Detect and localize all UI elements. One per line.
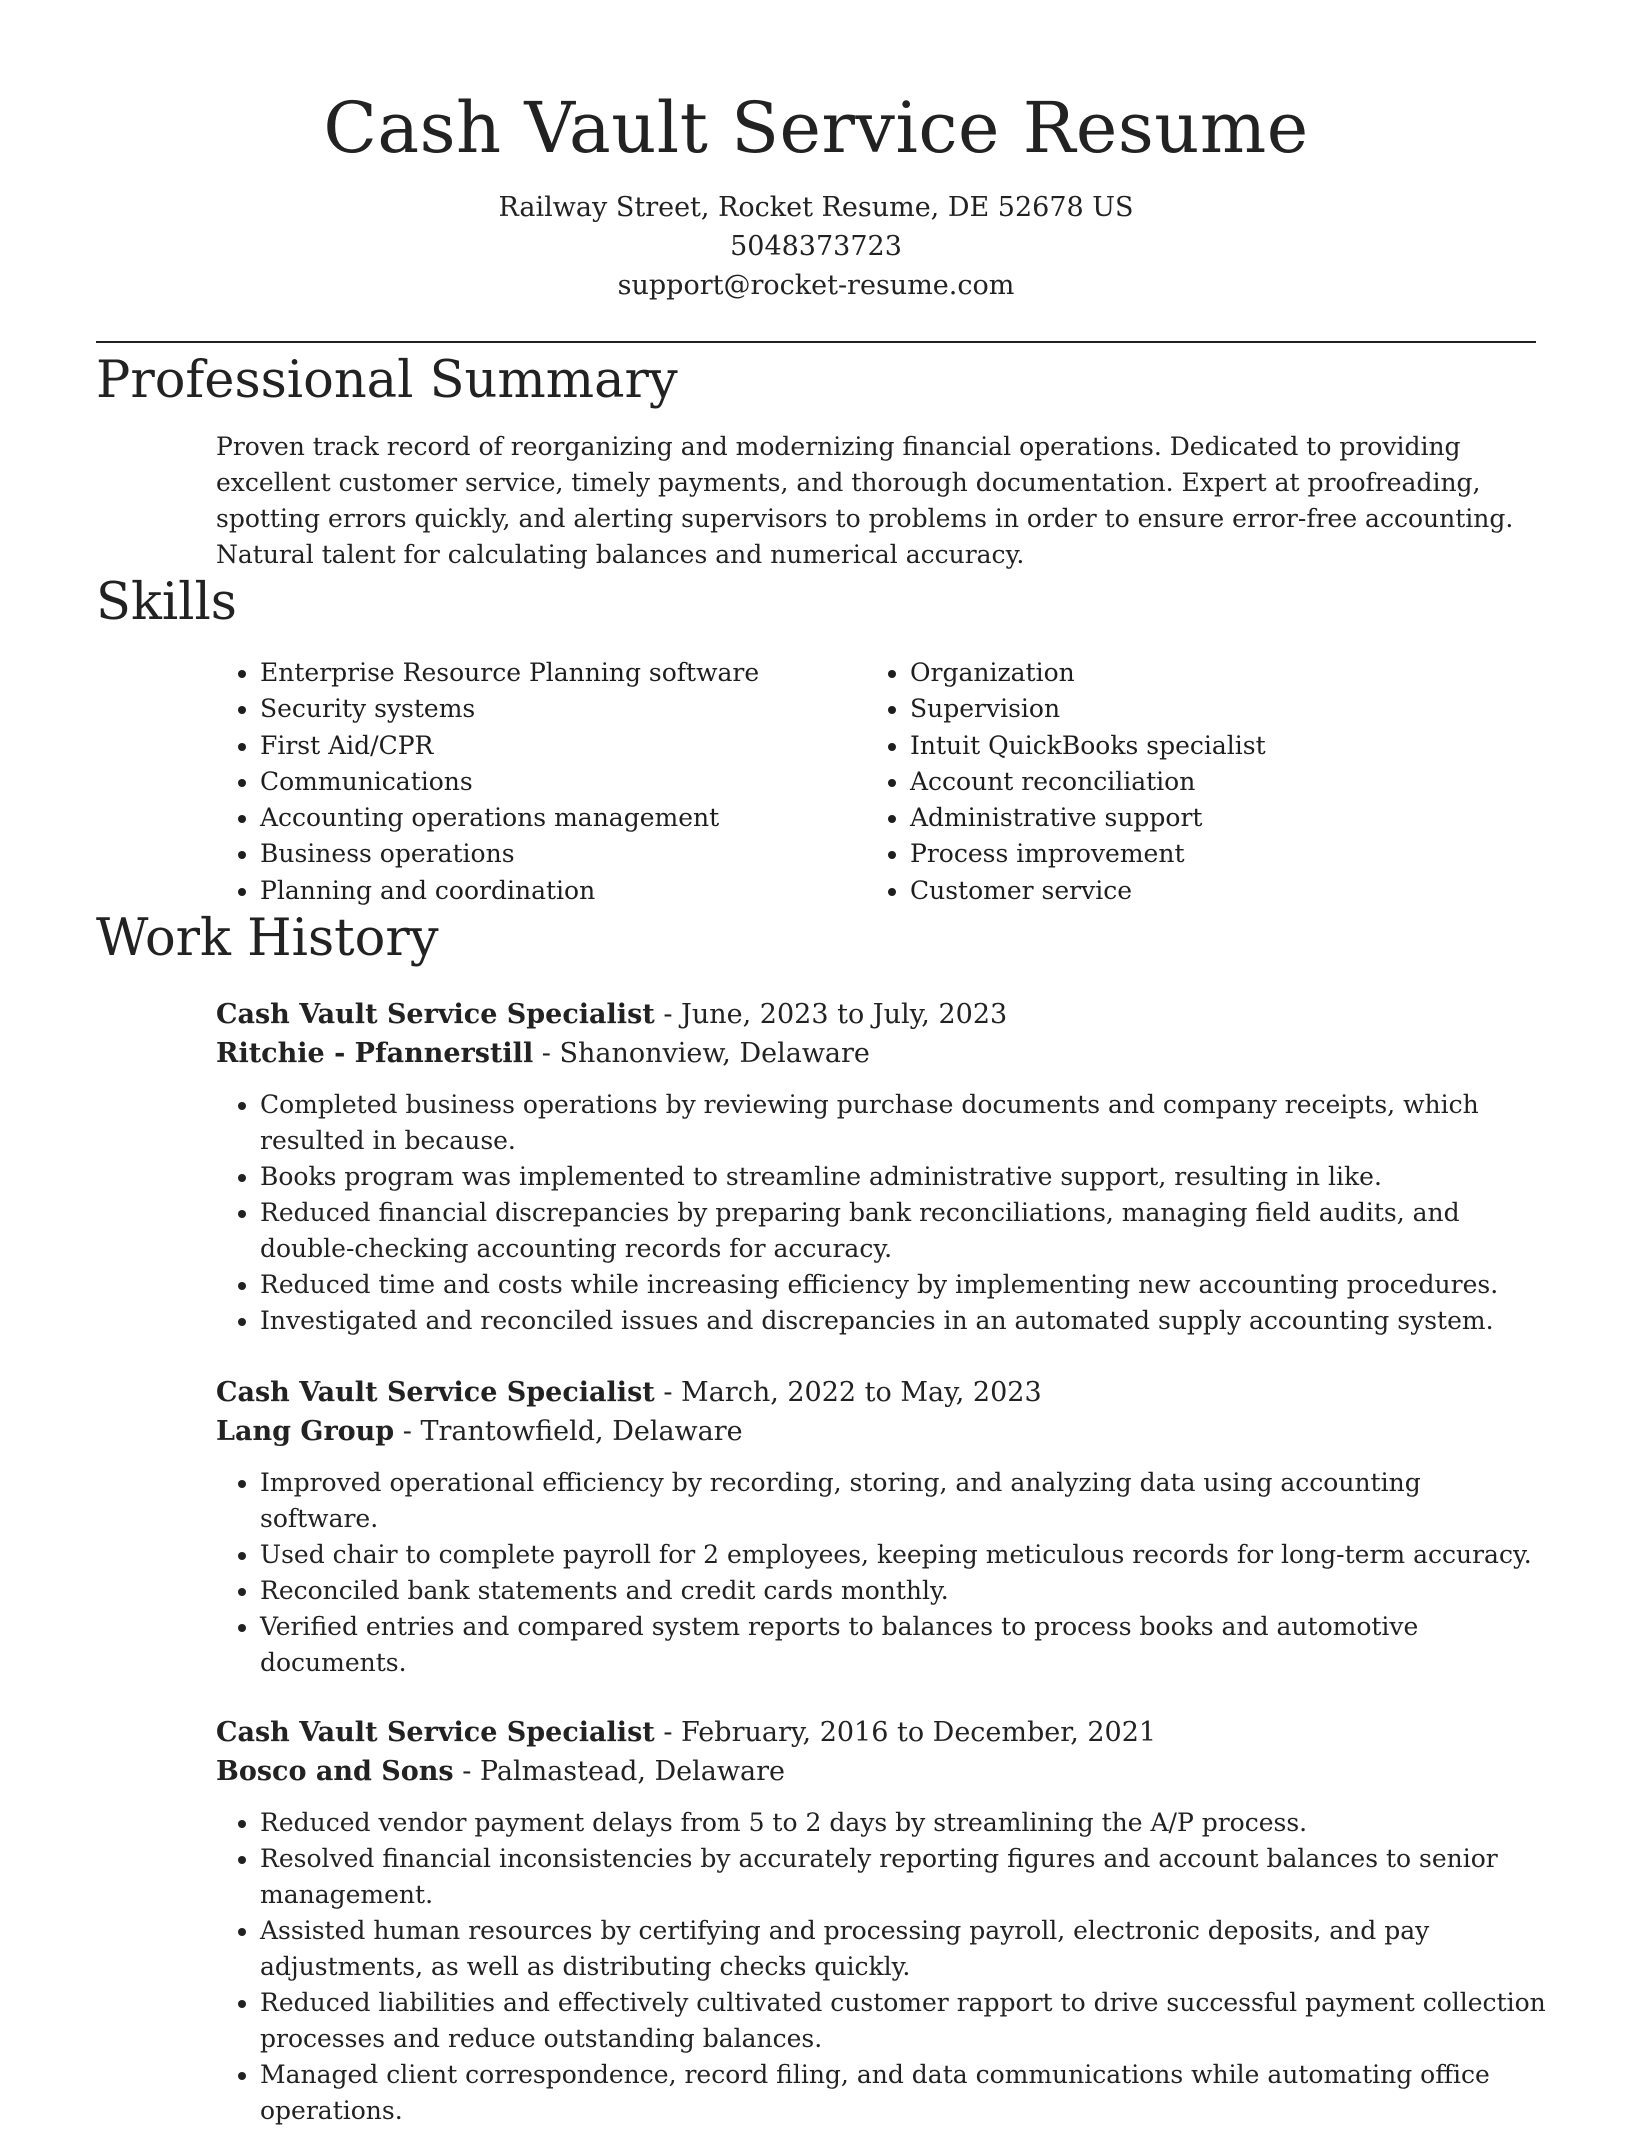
skills-columns — [216, 655, 1536, 909]
job-bullet: • Reduced vendor payment delays from 5 to 2 days by streamlining the A/P process. — [260, 1805, 1546, 1841]
skill-item: • Organization — [910, 655, 1516, 691]
job-location: Palmastead, Delaware — [479, 1756, 785, 1788]
job-bullet: • Used chair to complete payroll for 2 employees, keeping meticulous records for long-term accuracy. — [260, 1537, 1546, 1573]
summary-heading: Professional Summary — [96, 351, 678, 410]
job-bullets — [216, 1465, 1546, 1681]
separator: - — [654, 1377, 682, 1409]
job-bullet: • Books program was implemented to streamline administrative support, resulting in like. — [260, 1159, 1546, 1195]
job-company: Ritchie - Pfannerstill — [216, 1038, 534, 1070]
skill-item: • Customer service — [910, 873, 1516, 909]
contact-phone: 5048373723 — [730, 231, 902, 262]
skills-heading: Skills — [96, 573, 237, 632]
job-title-line — [216, 1713, 1546, 1752]
summary-text: Proven track record of reorganizing and modernizing financial operations. Dedicated to providing excellent customer service, timely payments, and thorough documentation. Expert at proofreading, spotting errors quickly, and alerting supervisors to problems in order to ensure error-free accounting. Natural talent for calculating balances and numerical accuracy. — [216, 432, 1514, 569]
job-bullet: • Assisted human resources by certifying and processing payroll, electronic deposits, and pay adjustments, as well as distributing checks quickly. — [260, 1913, 1546, 1985]
separator: - — [394, 1416, 421, 1448]
job-bullet: • Improved operational efficiency by recording, storing, and analyzing data using accounting software. — [260, 1465, 1546, 1537]
separator: - — [453, 1756, 480, 1788]
skill-item: • Enterprise Resource Planning software — [260, 655, 866, 691]
skill-item: • Communications — [260, 764, 866, 800]
skill-item: • Process improvement — [910, 836, 1516, 872]
job-title-line — [216, 1373, 1546, 1412]
skills-list-right — [866, 655, 1516, 909]
header-divider — [96, 341, 1536, 343]
job-bullet: • Reduced financial discrepancies by preparing bank reconciliations, managing field audits, and double-checking accounting records for accuracy. — [260, 1195, 1546, 1267]
job-bullet: • Reduced liabilities and effectively cultivated customer rapport to drive successful payment collection processes and reduce outstanding balances. — [260, 1985, 1546, 2057]
skill-item: • First Aid/CPR — [260, 728, 866, 764]
contact-block — [96, 188, 1536, 305]
job-title: Cash Vault Service Specialist — [216, 1717, 655, 1749]
contact-email: support@rocket-resume.com — [617, 270, 1015, 301]
job-company: Lang Group — [216, 1416, 395, 1448]
separator: - — [654, 999, 682, 1031]
job-dates: March, 2022 to May, 2023 — [681, 1377, 1042, 1409]
skill-item: • Security systems — [260, 691, 866, 727]
job-location: Shanonview, Delaware — [559, 1038, 870, 1070]
separator: - — [654, 1717, 682, 1749]
job-company-line — [216, 1034, 1546, 1073]
skill-item: • Business operations — [260, 836, 866, 872]
job-bullet: • Managed client correspondence, record filing, and data communications while automating office operations. — [260, 2057, 1546, 2129]
skill-item: • Intuit QuickBooks specialist — [910, 728, 1516, 764]
job-title: Cash Vault Service Specialist — [216, 999, 655, 1031]
job-title: Cash Vault Service Specialist — [216, 1377, 655, 1409]
work-history-heading: Work History — [96, 909, 439, 969]
job-bullet: • Verified entries and compared system reports to balances to process books and automotive documents. — [260, 1609, 1546, 1681]
job-company-line — [216, 1752, 1546, 1791]
skills-list-left — [216, 655, 866, 909]
skill-item: • Accounting operations management — [260, 800, 866, 836]
job-dates: February, 2016 to December, 2021 — [681, 1717, 1157, 1749]
job-entry — [216, 1373, 1546, 1681]
job-bullet: • Reconciled bank statements and credit cards monthly. — [260, 1573, 1546, 1609]
skill-item: • Supervision — [910, 691, 1516, 727]
job-entry — [216, 995, 1546, 1339]
job-bullet: • Completed business operations by reviewing purchase documents and company receipts, which resulted in because. — [260, 1087, 1546, 1159]
resume-title: Cash Vault Service Resume — [323, 87, 1309, 169]
skill-item: • Account reconciliation — [910, 764, 1516, 800]
contact-address: Railway Street, Rocket Resume, DE 52678 US — [498, 192, 1134, 223]
job-title-line — [216, 995, 1546, 1034]
job-bullet: • Investigated and reconciled issues and discrepancies in an automated supply accounting system. — [260, 1303, 1546, 1339]
job-bullet: • Reduced time and costs while increasing efficiency by implementing new accounting procedures. — [260, 1267, 1546, 1303]
job-company-line — [216, 1412, 1546, 1451]
job-bullet: • Resolved financial inconsistencies by accurately reporting figures and account balances to senior management. — [260, 1841, 1546, 1913]
job-bullets — [216, 1805, 1546, 2129]
resume-page — [96, 0, 1546, 2129]
skill-item: • Administrative support — [910, 800, 1516, 836]
skill-item: • Planning and coordination — [260, 873, 866, 909]
job-dates: June, 2023 to July, 2023 — [681, 999, 1008, 1031]
separator: - — [533, 1038, 560, 1070]
job-bullets — [216, 1087, 1546, 1339]
job-company: Bosco and Sons — [216, 1756, 454, 1788]
job-entry — [216, 1713, 1546, 2129]
job-location: Trantowfield, Delaware — [420, 1416, 743, 1448]
